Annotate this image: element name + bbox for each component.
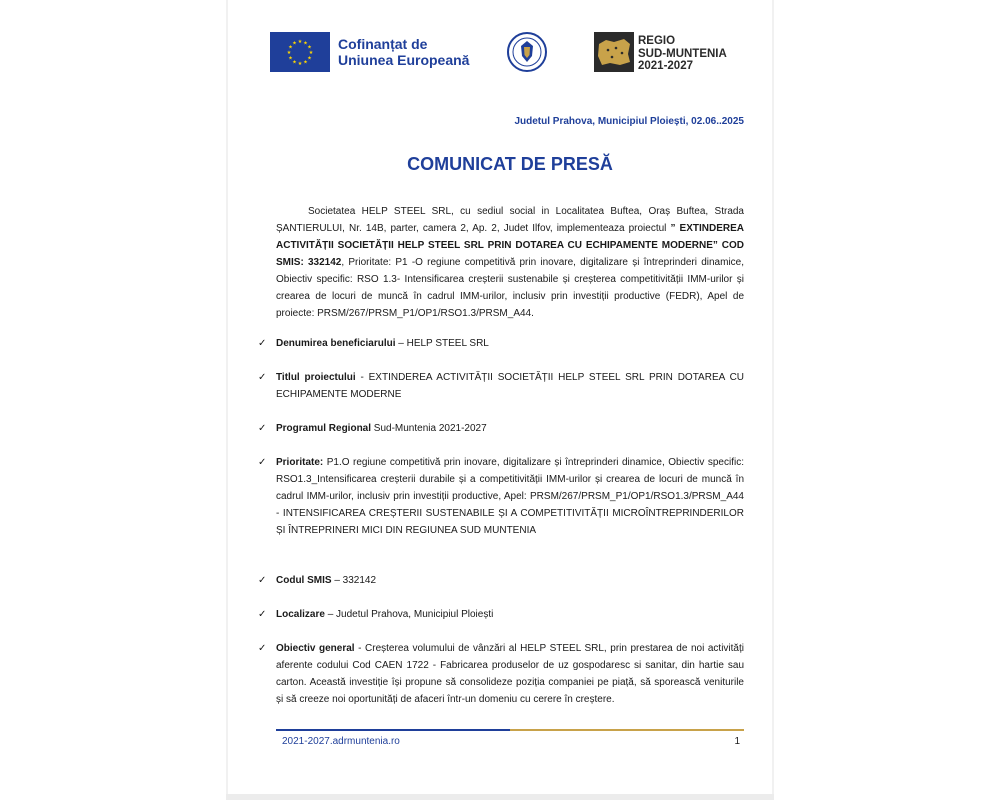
item-text: - Creșterea volumului de vânzări al HELP STEEL SRL, prin prestarea de noi activități aferente codului Cod CAEN 1722 - Fabricarea produselor de uz gospodaresc si sanitar, din hartie sau carton. Această investiție își propune să consolideze poziția companiei pe piață, să sporească veniturile și să creeze noi oportunități de afaceri într-un domeniu cu cerere în creștere. (276, 643, 744, 705)
page-edge-left (226, 0, 228, 800)
item-text: – 332142 (331, 575, 377, 586)
item-label: Denumirea beneficiarului (276, 338, 396, 349)
item-label: Localizare (276, 609, 325, 620)
footer-divider-blue (276, 729, 510, 731)
footer-divider-gold (510, 729, 744, 731)
regio-text (638, 35, 727, 73)
item-text: - EXTINDEREA ACTIVITĂȚII SOCIETĂȚII HELP STEEL SRL PRIN DOTAREA CU ECHIPAMENTE MODERNE (276, 372, 745, 400)
intro-part-2: , Prioritate: P1 -O regiune competitivă prin inovare, digitalizare și întreprinderi dinamice, Obiectiv specific: RSO 1.3- Intensificarea creșterii sustenabile și creșterea competitivității IMM-urilor și crearea de locuri de muncă în cadrul IMM-urilor, inclusiv prin investiții productive (FEDR), Apel de proiecte: PRSM/267/PRSM_P1/OP1/RSO1.3/PRSM_A44. (276, 257, 744, 319)
location-date: Judetul Prahova, Municipiul Ploiești, 02.06..2025 (514, 116, 744, 127)
regio-line-3: 2021-2027 (638, 60, 693, 72)
project-title-bold: ” EXTINDEREA ACTIVITĂȚII SOCIETĂȚII HELP STEEL SRL PRIN DOTAREA CU ECHIPAMENTE MODERNE” COD SMIS: 332142 (276, 223, 744, 268)
page-bottom-edge (226, 794, 774, 800)
list-item-beneficiary (258, 335, 744, 352)
check-icon: ✓ (258, 575, 267, 586)
svg-text:★: ★ (307, 55, 312, 62)
list-item-smis-code (258, 572, 744, 589)
svg-text:★: ★ (286, 50, 292, 56)
footer-url: 2021-2027.adrmuntenia.ro (282, 736, 400, 747)
regio-map-logo (594, 32, 634, 72)
romanian-government-seal-icon (507, 32, 547, 72)
svg-text:★: ★ (292, 59, 297, 66)
svg-text:★: ★ (297, 39, 303, 45)
item-text: P1.O regiune competitivă prin inovare, digitalizare și întreprinderi dinamice, Obiectiv specific: RSO1.3_Intensificarea creșterii durabile și a competitivității IMM-urilor și crearea de locuri de muncă în cadrul IMM-urilor, inclusiv prin investiții productive, Apel: PRSM/267/PRSM_P1/OP1/RSO1.3/PRSM_A44 - INTENSIFICAREA CREȘTERII SUSTENABILE ȘI A COMPETITIVITĂȚII MICROÎNTREPRINDERILOR ȘI ÎNTREPRINERI MICI DIN REGIUNEA SUD MUNTENIA (276, 457, 744, 536)
item-label: Codul SMIS (276, 575, 332, 586)
svg-text:★: ★ (303, 59, 308, 66)
page-number: 1 (734, 736, 740, 747)
page-title: COMUNICAT DE PRESĂ (407, 154, 613, 174)
svg-text:★: ★ (308, 50, 314, 56)
item-text: – HELP STEEL SRL (395, 338, 489, 349)
item-text: – Judetul Prahova, Municipiul Ploiești (324, 609, 494, 620)
list-item-project-title (258, 369, 744, 403)
item-label: Prioritate: (276, 457, 324, 468)
regio-line-1: REGIO (638, 35, 676, 47)
svg-text:★: ★ (303, 40, 308, 47)
check-icon: ✓ (258, 423, 267, 434)
list-item-general-objective (258, 640, 744, 708)
eu-line-2: Uniunea Europeană (338, 52, 470, 68)
item-label: Obiectiv general (276, 643, 355, 654)
list-item-program (258, 420, 744, 437)
check-icon: ✓ (258, 643, 267, 654)
eu-line-1: Cofinanțat de (338, 36, 428, 52)
check-icon: ✓ (258, 609, 267, 620)
intro-part-1: Societatea HELP STEEL SRL, cu sediul social in Localitatea Buftea, Oraș Buftea, Strada ȘANTIERULUI, Nr. 14B, parter, camera 2, Ap. 2, Judet Ilfov, implementeaza proiectul (276, 206, 744, 234)
eu-flag-logo (270, 32, 330, 72)
svg-text:★: ★ (307, 44, 312, 51)
eu-cofinancing-text (338, 36, 469, 68)
intro-paragraph (276, 203, 744, 322)
svg-text:★: ★ (292, 40, 297, 47)
regio-line-2: SUD-MUNTENIA (638, 47, 727, 60)
svg-text:★: ★ (288, 55, 293, 62)
svg-text:★: ★ (297, 61, 303, 67)
check-icon: ✓ (258, 338, 267, 349)
check-icon: ✓ (258, 457, 267, 468)
list-item-priority (258, 454, 744, 539)
item-label: Programul Regional (276, 423, 372, 434)
list-item-location (258, 606, 744, 623)
item-text: Sud-Muntenia 2021-2027 (371, 423, 487, 434)
svg-text:★: ★ (288, 44, 293, 51)
item-label: Titlul proiectului (276, 372, 356, 383)
check-icon: ✓ (258, 372, 267, 383)
page-edge-right (772, 0, 774, 800)
